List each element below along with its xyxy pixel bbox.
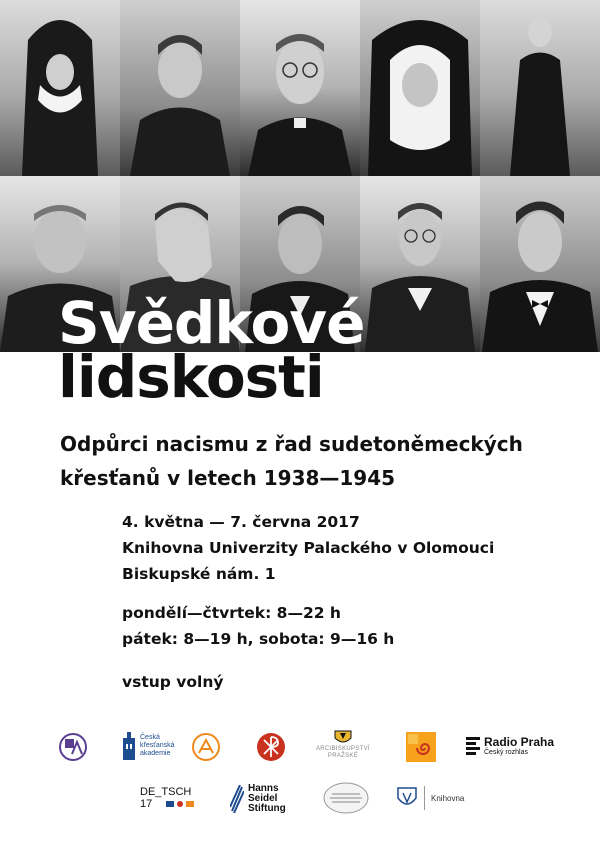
logo-orange-a-icon <box>191 732 221 762</box>
hanns-line-2: Seidel <box>248 793 278 804</box>
portrait-priest-standing <box>480 0 600 176</box>
portrait-nun-2 <box>360 0 480 176</box>
radio-name: Radio Praha <box>484 735 555 749</box>
hours-weekdays: pondělí—čtvrtek: 8—22 h <box>122 604 341 622</box>
hanns-line-1: Hanns <box>248 783 279 794</box>
logo-radio-praha <box>466 736 554 756</box>
hours-fri-sat: pátek: 8—19 h, sobota: 9—16 h <box>122 630 395 648</box>
university-shield-icon <box>396 786 418 810</box>
title-line-1: Svědkové <box>58 289 365 357</box>
sponsor-logos <box>0 720 600 844</box>
event-address: Biskupské nám. 1 <box>122 565 276 583</box>
portrait-glasses-man <box>360 176 480 352</box>
portrait-nun-1 <box>0 0 120 176</box>
archdiocese-line-2: PRAŽSKÉ <box>327 753 358 759</box>
academy-building-icon <box>122 732 136 760</box>
logo-christian-academy <box>122 732 175 760</box>
academy-line-3: akademie <box>140 750 171 757</box>
logo-detsch <box>140 786 194 810</box>
event-details <box>122 509 552 587</box>
subtitle-line-1: Odpůrci nacismu z řad sudetoněmeckých <box>60 432 523 456</box>
logo-university-library <box>396 786 464 810</box>
poster-subtitle <box>60 427 560 495</box>
detsch-line-2: 17 <box>140 798 153 810</box>
portrait-bowtie <box>480 176 600 352</box>
portrait-priest-glasses <box>240 0 360 176</box>
logo-archdiocese <box>316 730 370 760</box>
portrait-priest-1 <box>120 0 240 176</box>
academy-line-1: Česká <box>140 734 160 741</box>
detsch-flags-icon <box>166 799 194 809</box>
entry-info <box>122 669 552 695</box>
poster-title <box>58 289 365 411</box>
title-line-2: lidskosti <box>58 343 324 411</box>
logo-chi-rho-icon <box>256 732 286 762</box>
hanns-line-3: Stiftung <box>248 803 286 814</box>
archdiocese-crest-icon <box>334 730 352 746</box>
event-venue: Knihovna Univerzity Palackého v Olomouci <box>122 539 495 557</box>
archdiocese-line-1: ARCIBISKUPSTVÍ <box>316 746 370 752</box>
hanns-stripes-icon <box>230 785 244 813</box>
event-dates: 4. května — 7. června 2017 <box>122 513 360 531</box>
subtitle-line-2: křesťanů v letech 1938—1945 <box>60 466 396 490</box>
entry-text: vstup volný <box>122 673 224 691</box>
radio-bars-icon <box>466 737 480 755</box>
opening-hours <box>122 600 552 652</box>
logo-spiral-icon <box>406 732 436 762</box>
academy-line-2: křesťanská <box>140 742 175 749</box>
logo-hanns-seidel <box>230 784 286 814</box>
detsch-line-1: DE_TSCH <box>140 786 192 798</box>
library-label: Knihovna <box>431 793 465 803</box>
logo-sa-icon <box>58 732 88 762</box>
radio-sub: Český rozhlas <box>484 749 528 756</box>
logo-seal-icon <box>322 782 370 814</box>
